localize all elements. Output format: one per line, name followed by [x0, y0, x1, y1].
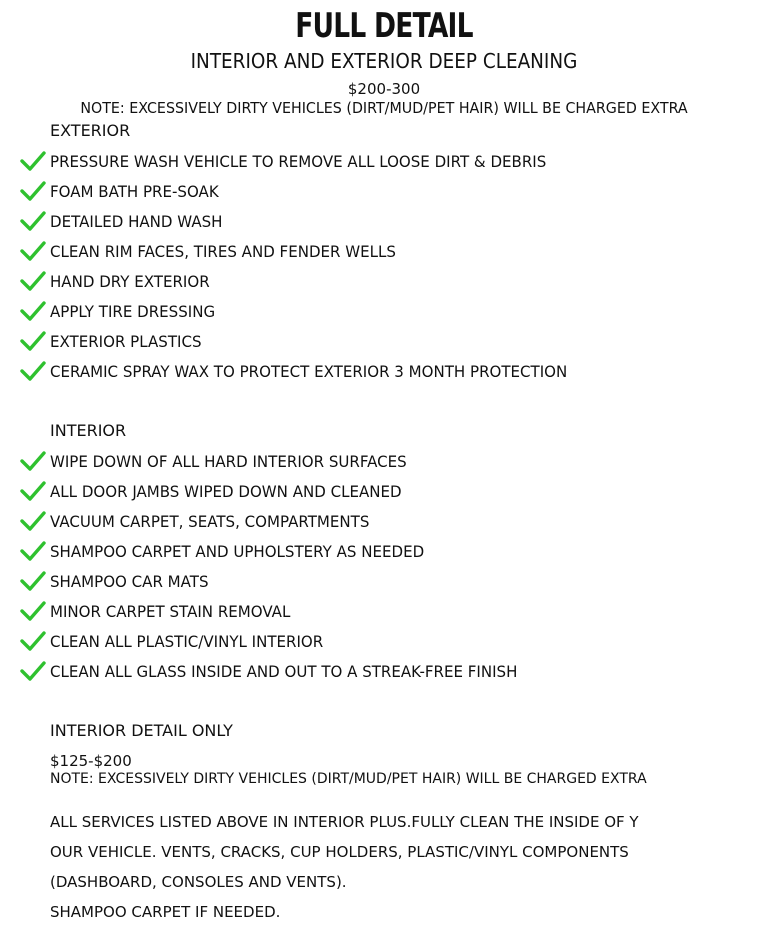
checkmark-icon	[20, 600, 46, 622]
checkmark-icon	[20, 330, 46, 352]
interior-only-heading: INTERIOR DETAIL ONLY	[50, 721, 233, 740]
price-range: $200-300	[347, 80, 421, 98]
interior-only-description	[50, 807, 740, 927]
list-item	[20, 596, 547, 626]
list-item-label: WIPE DOWN OF ALL HARD INTERIOR SURFACES	[50, 451, 407, 471]
list-item-label: VACUUM CARPET, SEATS, COMPARTMENTS	[50, 511, 370, 531]
interior-only-price: $125-$200	[50, 752, 132, 770]
list-item-label: HAND DRY EXTERIOR	[50, 271, 210, 291]
checkmark-icon	[20, 480, 46, 502]
checkmark-icon	[20, 630, 46, 652]
checkmark-icon	[20, 240, 46, 262]
exterior-heading: EXTERIOR	[50, 121, 131, 140]
checkmark-icon	[20, 660, 46, 682]
description-line: SHAMPOO CARPET IF NEEDED.	[50, 903, 281, 921]
description-line: OUR VEHICLE. VENTS, CRACKS, CUP HOLDERS, PLASTIC/VINYL COMPONENTS	[50, 843, 629, 861]
checkmark-icon	[20, 150, 46, 172]
interior-list	[20, 446, 547, 686]
description-line: (DASHBOARD, CONSOLES AND VENTS).	[50, 873, 347, 891]
list-item-label: CLEAN RIM FACES, TIRES AND FENDER WELLS	[50, 241, 396, 261]
description-line: ALL SERVICES LISTED ABOVE IN INTERIOR PLUS.FULLY CLEAN THE INSIDE OF Y	[50, 813, 639, 831]
list-item-label: MINOR CARPET STAIN REMOVAL	[50, 601, 291, 621]
list-item-label: ALL DOOR JAMBS WIPED DOWN AND CLEANED	[50, 481, 402, 501]
checkmark-icon	[20, 360, 46, 382]
checkmark-icon	[20, 180, 46, 202]
list-item	[20, 536, 547, 566]
checkmark-icon	[20, 210, 46, 232]
list-item	[20, 266, 600, 296]
list-item	[20, 566, 547, 596]
list-item-label: CLEAN ALL GLASS INSIDE AND OUT TO A STREAK-FREE FINISH	[50, 661, 518, 681]
list-item	[20, 206, 600, 236]
list-item	[20, 296, 600, 326]
list-item-label: SHAMPOO CAR MATS	[50, 571, 209, 591]
list-item	[20, 176, 600, 206]
list-item	[20, 236, 600, 266]
page-title: FULL DETAIL	[295, 6, 473, 46]
list-item	[20, 476, 547, 506]
list-item	[20, 446, 547, 476]
list-item	[20, 146, 600, 176]
list-item-label: APPLY TIRE DRESSING	[50, 301, 216, 321]
exterior-list	[20, 146, 600, 386]
list-item-label: PRESSURE WASH VEHICLE TO REMOVE ALL LOOSE DIRT & DEBRIS	[50, 151, 547, 171]
list-item	[20, 356, 600, 386]
list-item	[20, 506, 547, 536]
list-item	[20, 626, 547, 656]
checkmark-icon	[20, 570, 46, 592]
checkmark-icon	[20, 270, 46, 292]
list-item	[20, 656, 547, 686]
list-item-label: CLEAN ALL PLASTIC/VINYL INTERIOR	[50, 631, 324, 651]
extra-charge-note: NOTE: EXCESSIVELY DIRTY VEHICLES (DIRT/MUD/PET HAIR) WILL BE CHARGED EXTRA	[80, 99, 688, 117]
checkmark-icon	[20, 300, 46, 322]
page-subtitle: INTERIOR AND EXTERIOR DEEP CLEANING	[190, 49, 578, 73]
checkmark-icon	[20, 450, 46, 472]
list-item-label: CERAMIC SPRAY WAX TO PROTECT EXTERIOR 3 MONTH PROTECTION	[50, 361, 568, 381]
checkmark-icon	[20, 540, 46, 562]
list-item-label: SHAMPOO CARPET AND UPHOLSTERY AS NEEDED	[50, 541, 425, 561]
interior-only-note: NOTE: EXCESSIVELY DIRTY VEHICLES (DIRT/MUD/PET HAIR) WILL BE CHARGED EXTRA	[50, 771, 647, 787]
list-item-label: FOAM BATH PRE-SOAK	[50, 181, 219, 201]
checkmark-icon	[20, 510, 46, 532]
list-item-label: DETAILED HAND WASH	[50, 211, 223, 231]
interior-heading: INTERIOR	[50, 421, 127, 440]
list-item	[20, 326, 600, 356]
list-item-label: EXTERIOR PLASTICS	[50, 331, 202, 351]
